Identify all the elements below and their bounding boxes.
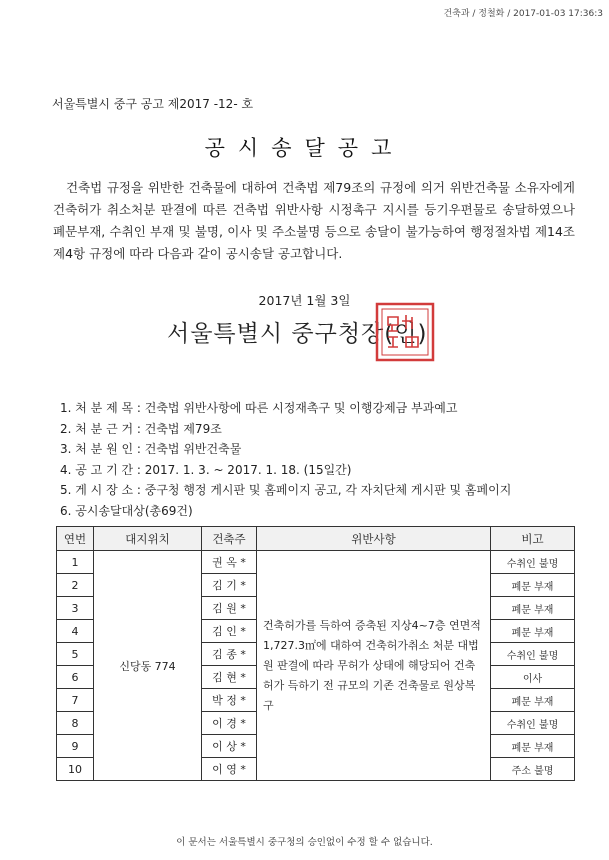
table-row bbox=[57, 551, 575, 574]
row-number: 8 bbox=[57, 712, 94, 735]
service-target-table bbox=[56, 526, 575, 781]
row-number: 10 bbox=[57, 758, 94, 781]
item-notice-period: 4. 공 고 기 간 : 2017. 1. 3. ~ 2017. 1. 18. (15일간) bbox=[60, 462, 352, 477]
owner-name: 박 정 * bbox=[202, 689, 257, 712]
row-number: 4 bbox=[57, 620, 94, 643]
delivery-remark: 주소 불명 bbox=[491, 758, 575, 781]
document-footer-notice: 이 문서는 서울특별시 중구청의 승인없이 수정 할 수 없습니다. bbox=[176, 837, 433, 848]
item-service-targets: 6. 공시송달대상(총69건) bbox=[60, 503, 193, 518]
delivery-remark: 수취인 불명 bbox=[491, 551, 575, 574]
delivery-remark: 폐문 부재 bbox=[491, 735, 575, 758]
row-number: 2 bbox=[57, 574, 94, 597]
row-number: 5 bbox=[57, 643, 94, 666]
announcement-body: 건축법 규정을 위반한 건축물에 대하여 건축법 제79조의 규정에 의거 위반건축물 소유자에게 건축허가 취소처분 판결에 따른 건축법 위반사항 시정촉구 지시를 등기우편물로 송달하였으나 폐문부재, 수취인 부재 및 불명, 이사 및 주소불명 등으로 송달이 불가능하여 행정절차법 제14조제4항 규정에 따라 다음과 같이 공시송달 공고합니다. bbox=[53, 180, 575, 261]
document-print-meta: 건축과 / 정철화 / 2017-01-03 17:36:3 bbox=[443, 9, 603, 19]
column-header-violation: 위반사항 bbox=[257, 527, 491, 551]
item-disposition-cause: 3. 처 분 원 인 : 건축법 위반건축물 bbox=[60, 442, 242, 456]
row-number: 6 bbox=[57, 666, 94, 689]
row-number: 1 bbox=[57, 551, 94, 574]
owner-name: 김 종 * bbox=[202, 643, 257, 666]
owner-name: 김 현 * bbox=[202, 666, 257, 689]
delivery-remark: 수취인 불명 bbox=[491, 643, 575, 666]
column-header-remark: 비고 bbox=[491, 527, 575, 551]
violation-description: 건축허가를 득하여 증축된 지상4~7층 연면적 1,727.3㎡에 대하여 건축허가취소 처분 대법원 판결에 따라 무허가 상태에 해당되어 건축허가 득하기 전 규모의 기존 건축물로 원상복구 bbox=[257, 551, 491, 781]
column-header-owner: 건축주 bbox=[202, 527, 257, 551]
owner-name: 김 인 * bbox=[202, 620, 257, 643]
announcement-date: 2017년 1월 3일 bbox=[258, 293, 351, 308]
table-header-row bbox=[57, 527, 575, 551]
delivery-remark: 폐문 부재 bbox=[491, 620, 575, 643]
column-header-site: 대지위치 bbox=[94, 527, 202, 551]
owner-name: 이 경 * bbox=[202, 712, 257, 735]
delivery-remark: 이사 bbox=[491, 666, 575, 689]
delivery-remark: 수취인 불명 bbox=[491, 712, 575, 735]
announcement-items bbox=[60, 398, 511, 521]
row-number: 3 bbox=[57, 597, 94, 620]
row-number: 9 bbox=[57, 735, 94, 758]
official-seal-icon bbox=[374, 301, 436, 363]
owner-name: 권 옥 * bbox=[202, 551, 257, 574]
owner-name: 이 영 * bbox=[202, 758, 257, 781]
owner-name: 이 상 * bbox=[202, 735, 257, 758]
item-disposition-basis: 2. 처 분 근 거 : 건축법 제79조 bbox=[60, 421, 222, 436]
column-header-no: 연번 bbox=[57, 527, 94, 551]
item-disposition-title: 1. 처 분 제 목 : 건축법 위반사항에 따른 시정재촉구 및 이행강제금 부과예고 bbox=[60, 401, 458, 415]
row-number: 7 bbox=[57, 689, 94, 712]
delivery-remark: 폐문 부재 bbox=[491, 597, 575, 620]
owner-name: 김 원 * bbox=[202, 597, 257, 620]
announcement-number: 서울특별시 중구 공고 제2017 -12- 호 bbox=[52, 97, 254, 111]
delivery-remark: 폐문 부재 bbox=[491, 689, 575, 712]
delivery-remark: 폐문 부재 bbox=[491, 574, 575, 597]
owner-name: 김 기 * bbox=[202, 574, 257, 597]
page-title: 공시송달공고 bbox=[204, 136, 405, 160]
item-posting-place: 5. 게 시 장 소 : 중구청 행정 게시판 및 홈페이지 공고, 각 자치단체 게시판 및 홈페이지 bbox=[60, 483, 512, 497]
issuer-name: 서울특별시 중구청장(인) bbox=[167, 321, 428, 347]
site-location: 신당동 774 bbox=[94, 551, 202, 781]
